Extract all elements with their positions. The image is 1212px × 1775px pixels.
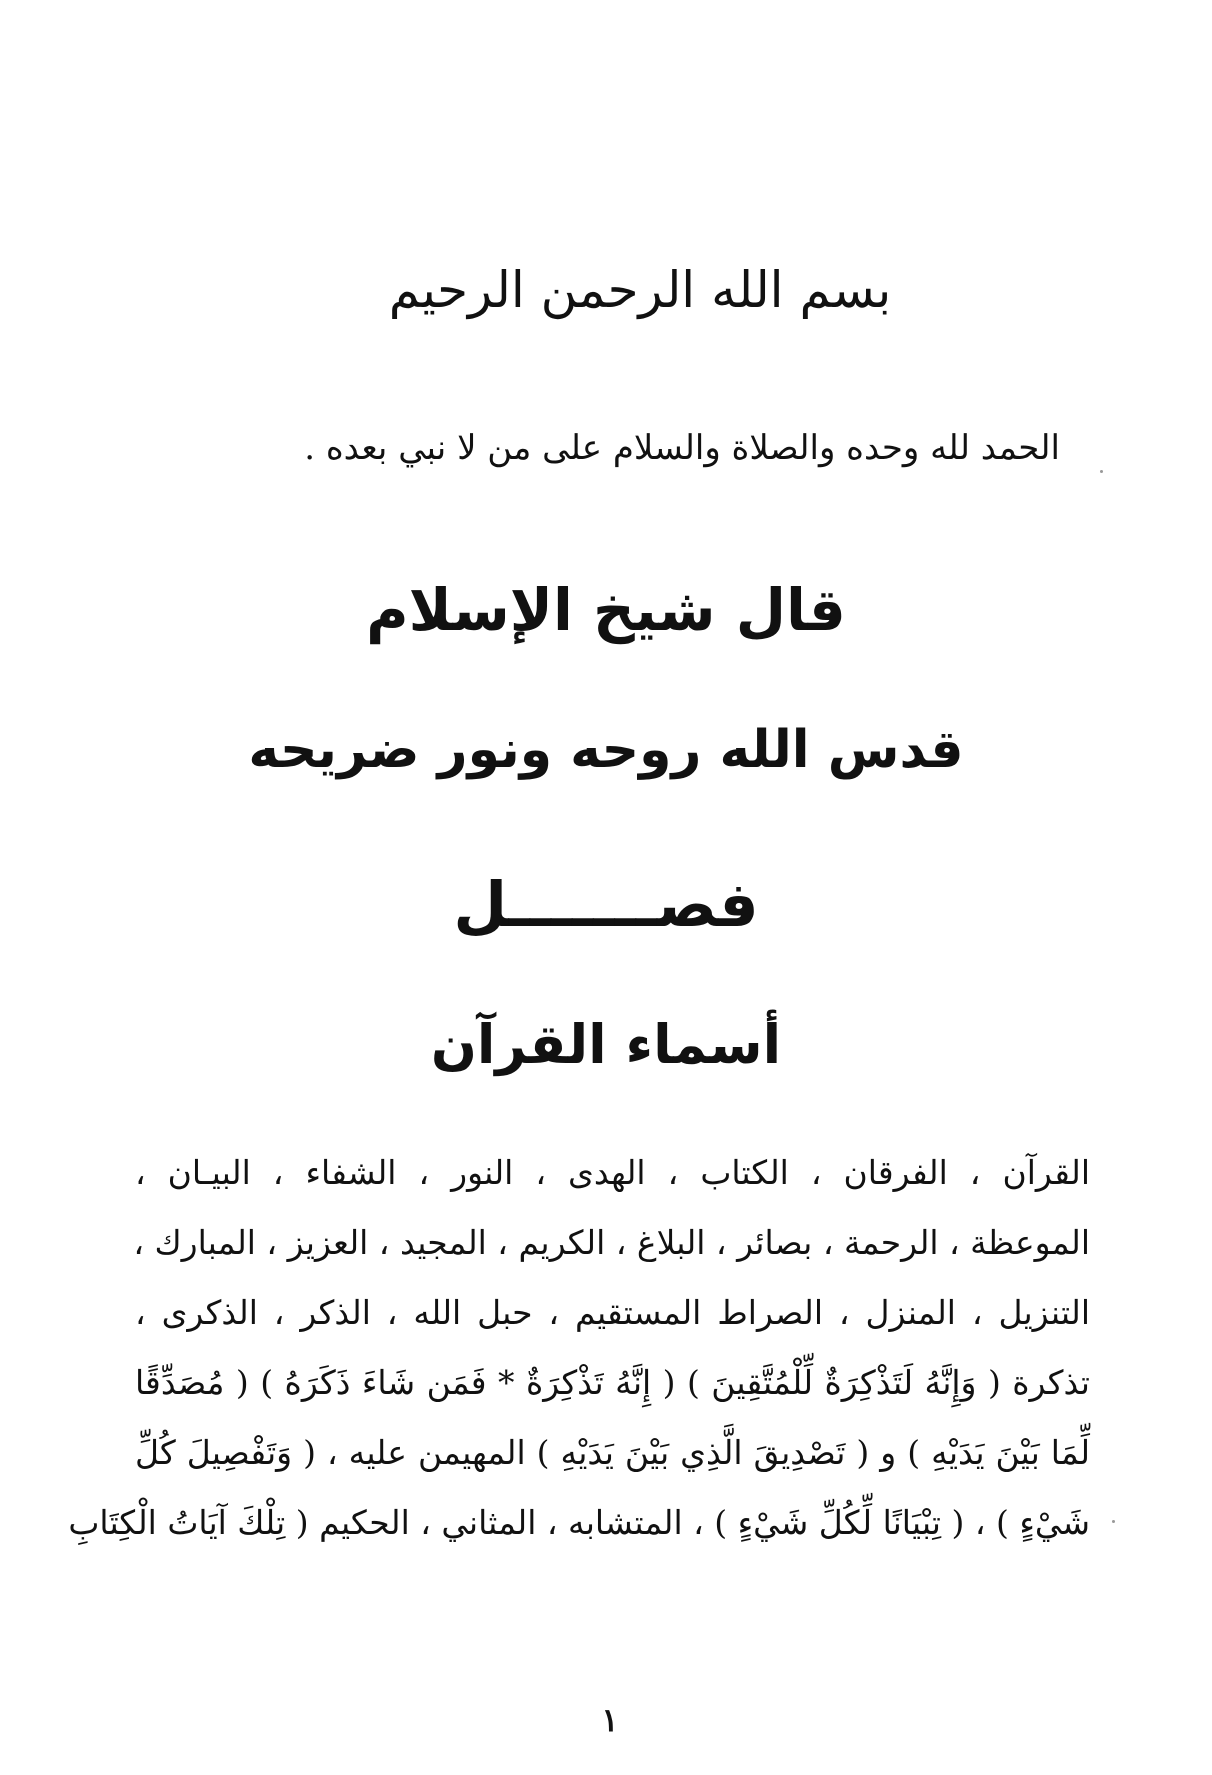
heading-author: قال شيخ الإسلام bbox=[366, 576, 846, 644]
page-number: ١ bbox=[601, 1701, 619, 1739]
body-line: تذكرة ( وَإِنَّهُ لَتَذْكِرَةٌ لِّلْمُتَّقِينَ ) ( إِنَّهُ تَذْكِرَةٌ * فَمَن شَاءَ ذَكَرَهُ ) ( مُصَدِّقًا bbox=[135, 1363, 1090, 1402]
opening-praise-line: الحمد لله وحده والصلاة والسلام على من لا نبي بعده . bbox=[304, 428, 1060, 468]
heading-section: فصـــــــل bbox=[453, 868, 759, 941]
body-line: لِّمَا بَيْنَ يَدَيْهِ ) و ( تَصْدِيقَ الَّذِي بَيْنَ يَدَيْهِ ) المهيمن عليه ، ( وَتَفْصِيلَ كُلِّ bbox=[135, 1433, 1090, 1472]
body-line: الموعظة ، الرحمة ، بصائر ، البلاغ ، الكريم ، المجيد ، العزيز ، المبارك ، bbox=[133, 1223, 1090, 1262]
body-line: القرآن ، الفرقان ، الكتاب ، الهدى ، النور ، الشفاء ، البيـان ، bbox=[135, 1153, 1090, 1192]
heading-prayer: قدس الله روحه ونور ضريحه bbox=[248, 720, 964, 780]
body-paragraph bbox=[68, 1138, 1090, 1558]
body-line: التنزيل ، المنزل ، الصراط المستقيم ، حبل الله ، الذكر ، الذكرى ، bbox=[135, 1293, 1090, 1332]
body-line: شَيْءٍ ) ، ( تِبْيَانًا لِّكُلِّ شَيْءٍ ) ، المتشابه ، المثاني ، الحكيم ( تِلْكَ آيَاتُ الْكِتَابِ bbox=[68, 1503, 1090, 1542]
scan-speck bbox=[1112, 1520, 1115, 1523]
scan-speck bbox=[1100, 470, 1103, 473]
basmala-calligraphy: بسم الله الرحمن الرحيم bbox=[388, 261, 892, 319]
heading-topic: أسماء القرآن bbox=[430, 1013, 782, 1076]
